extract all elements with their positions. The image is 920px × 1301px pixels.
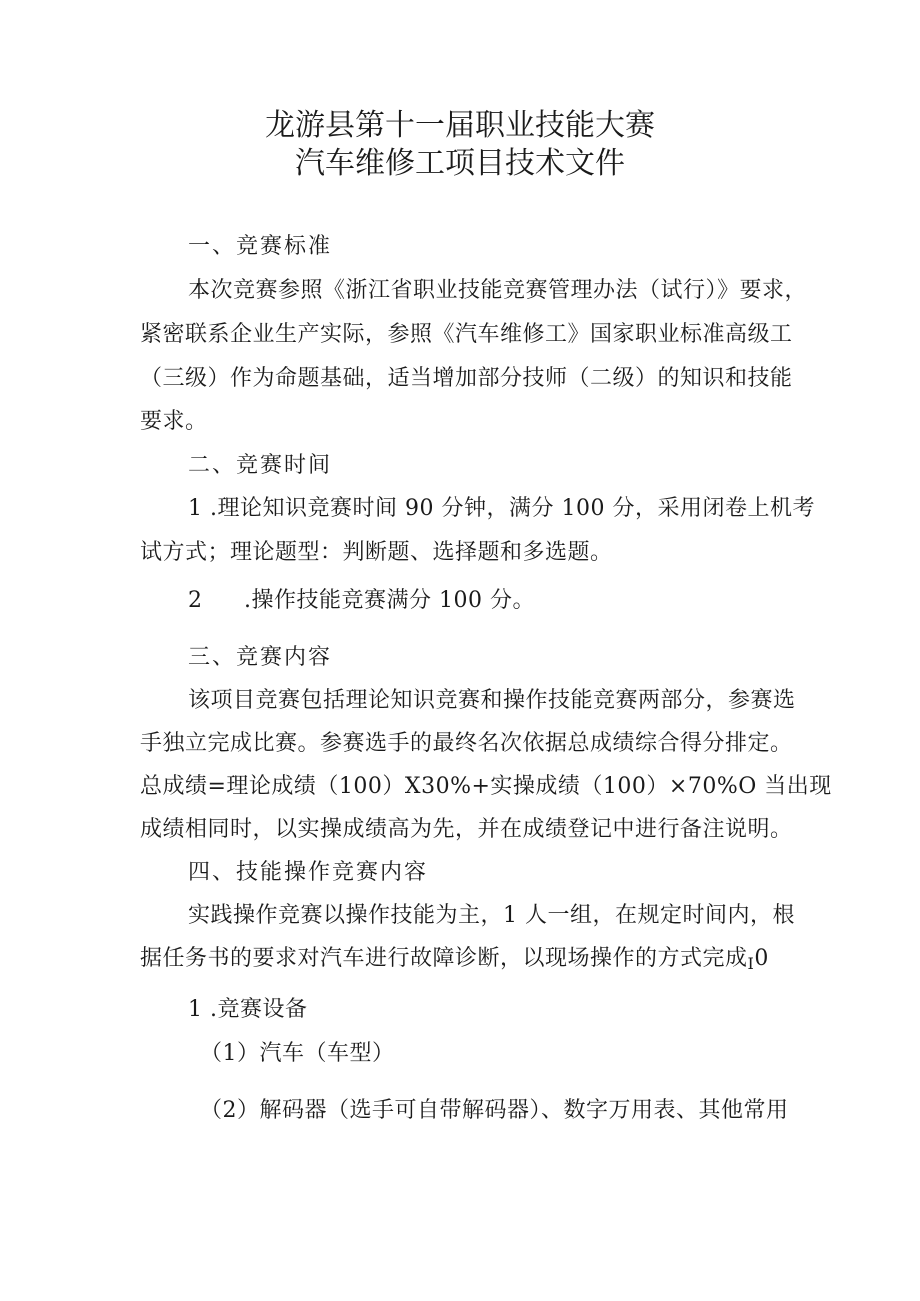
paragraph-text: 0 [754, 946, 769, 971]
paragraph-line [140, 944, 769, 979]
section-heading-standard: 一、竞赛标准 [188, 234, 333, 259]
paragraph-line: 紧密联系企业生产实际，参照《汽车维修工》国家职业标准高级工 [140, 322, 793, 347]
section-heading-skills: 四、技能操作竞赛内容 [188, 860, 429, 885]
subsection-heading-equipment: 1 .竞赛设备 [188, 997, 308, 1022]
paragraph-line: 实践操作竞赛以操作技能为主，1 人一组，在规定时间内，根 [188, 903, 795, 928]
document-title-line-1: 龙游县第十一届职业技能大赛 [265, 108, 655, 143]
paragraph-text: 据任务书的要求对汽车进行故障诊断，以现场操作的方式完成 [140, 946, 748, 971]
document-title-line-2: 汽车维修工项目技术文件 [295, 146, 625, 181]
list-item: （2）解码器（选手可自带解码器）、数字万用表、其他常用 [200, 1098, 789, 1123]
paragraph-line: 该项目竞赛包括理论知识竞赛和操作技能竞赛两部分，参赛选 [188, 688, 796, 713]
list-item-text: .操作技能竞赛满分 100 分。 [244, 588, 535, 613]
paragraph-line: 试方式；理论题型：判断题、选择题和多选题。 [140, 540, 613, 565]
list-item: （1）汽车（车型） [200, 1041, 395, 1066]
section-heading-content: 三、竞赛内容 [188, 645, 333, 670]
paragraph-line: 总成绩=理论成绩（100）X30%+实操成绩（100）×70%O 当出现 [140, 774, 832, 799]
paragraph-subscript: I [747, 954, 755, 973]
paragraph-line: （三级）作为命题基础，适当增加部分技师（二级）的知识和技能 [140, 366, 793, 391]
paragraph-line: 成绩相同时，以实操成绩高为先，并在成绩登记中进行备注说明。 [140, 817, 793, 842]
paragraph-line: 要求。 [140, 409, 208, 434]
list-item-number: 2 [188, 588, 203, 613]
paragraph-line: 1 .理论知识竞赛时间 90 分钟，满分 100 分，采用闭卷上机考 [188, 496, 815, 521]
paragraph-line: 手独立完成比赛。参赛选手的最终名次依据总成绩综合得分排定。 [140, 731, 793, 756]
section-heading-time: 二、竞赛时间 [188, 453, 333, 478]
paragraph-line: 本次竞赛参照《浙江省职业技能竞赛管理办法（试行）》要求， [188, 278, 808, 303]
